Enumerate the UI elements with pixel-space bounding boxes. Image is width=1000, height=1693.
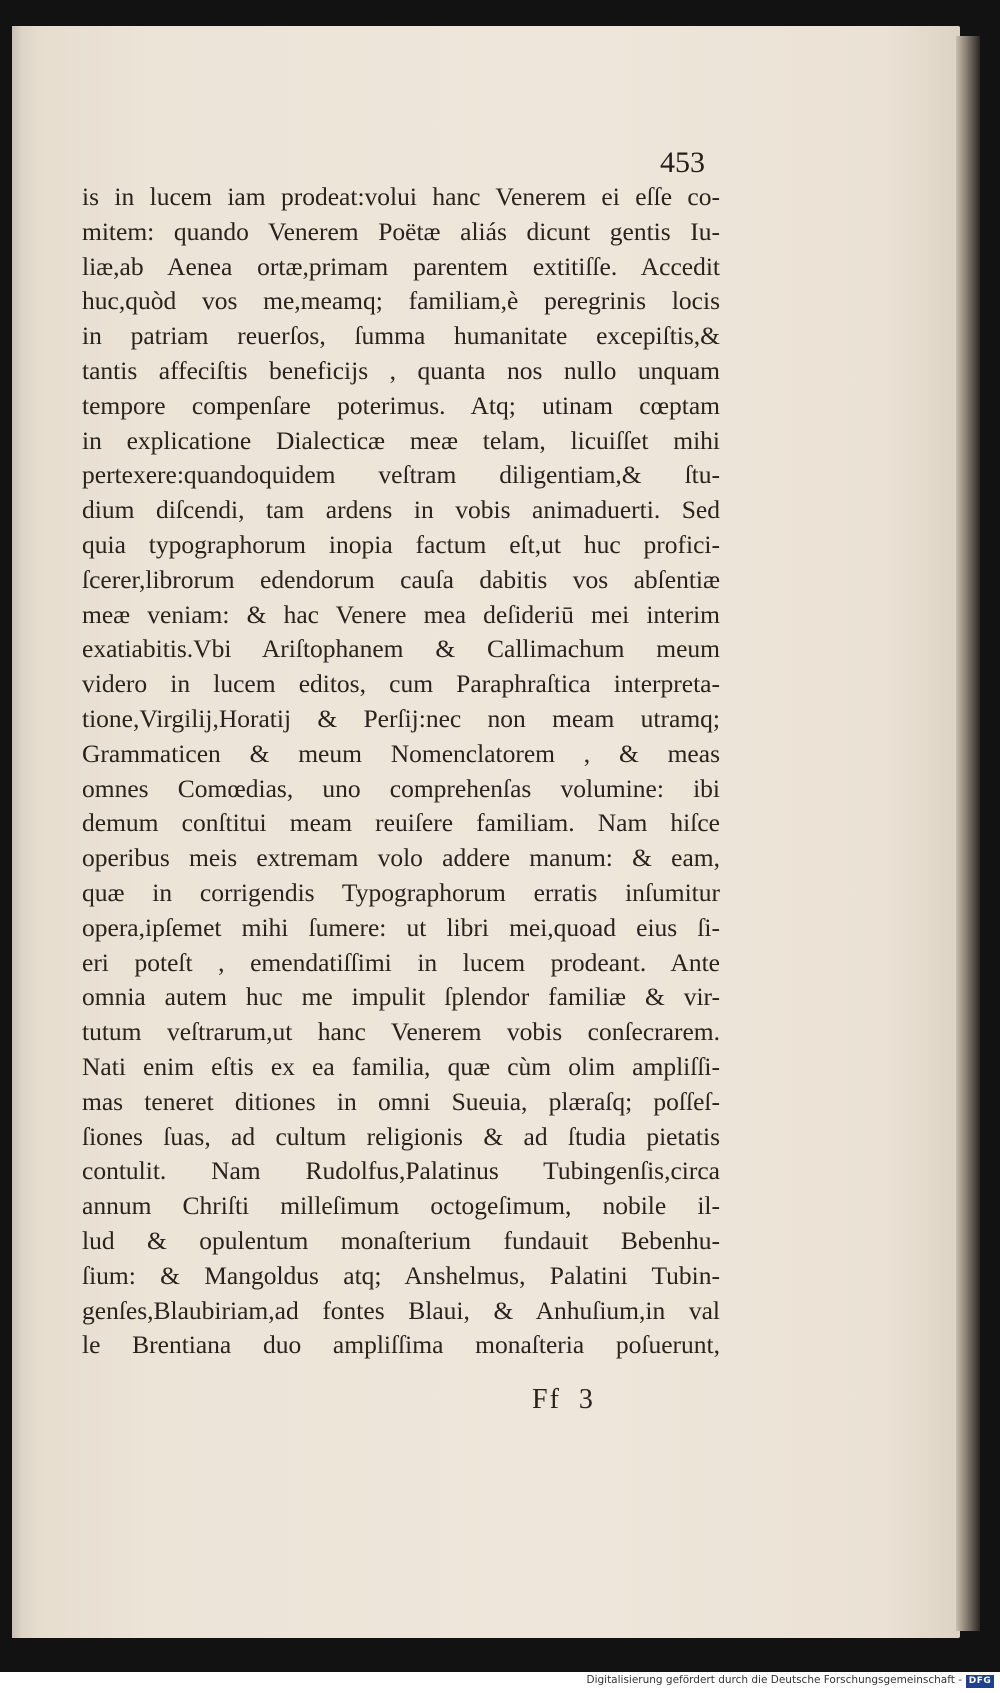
text-line: in explicatione Dialecticæ meæ telam, licuiſſet mihi <box>82 425 720 455</box>
text-line: contulit. Nam Rudolfus,Palatinus Tubingenſis,circa <box>82 1156 720 1186</box>
page-text <box>82 180 720 1363</box>
text-line: ſcerer,librorum edendorum cauſa dabitis vos abſentiæ <box>82 564 720 594</box>
text-line: omnia autem huc me impulit ſplendor familiæ & vir- <box>82 982 720 1012</box>
text-line: quia typographorum inopia factum eſt,ut huc profici- <box>82 529 720 559</box>
text-line: tutum veſtrarum,ut hanc Venerem vobis conſecrarem. <box>82 1017 720 1047</box>
text-line: tantis affeciſtis beneficijs , quanta nos nullo unquam <box>82 355 720 385</box>
text-line: meæ veniam: & hac Venere mea deſideriū mei interim <box>82 599 720 629</box>
text-line: annum Chriſti milleſimum octogeſimum, nobile il- <box>82 1191 720 1221</box>
text-line: Grammaticen & meum Nomenclatorem , & meas <box>82 738 720 768</box>
dfg-logo: DFG <box>966 1675 994 1688</box>
text-line: demum conſtitui meam reuiſere familiam. Nam hiſce <box>82 808 720 838</box>
text-line: Nati enim eſtis ex ea familia, quæ cùm olim ampliſſi- <box>82 1051 720 1081</box>
text-line: tione,Virgilij,Horatij & Perſij:nec non meam utramq; <box>82 703 720 733</box>
funding-credit: Digitalisierung gefördert durch die Deutsche Forschungsgemeinschaft - <box>586 1674 962 1686</box>
text-line: dium diſcendi, tam ardens in vobis animaduerti. Sed <box>82 495 720 525</box>
text-line: ſium: & Mangoldus atq; Anshelmus, Palatini Tubin- <box>82 1260 720 1290</box>
text-line: pertexere:quandoquidem veſtram diligentiam,& ſtu- <box>82 460 720 490</box>
text-line: ſiones ſuas, ad cultum religionis & ad ſtudia pietatis <box>82 1121 720 1151</box>
text-line: tempore compenſare poterimus. Atq; utinam cœptam <box>82 390 720 420</box>
text-line: quæ in corrigendis Typographorum erratis inſumitur <box>82 877 720 907</box>
text-line: is in lucem iam prodeat:volui hanc Venerem ei eſſe co- <box>82 182 720 211</box>
text-line: videro in lucem editos, cum Paraphraſtica interpreta- <box>82 669 720 699</box>
text-line: exatiabitis.Vbi Ariſtophanem & Callimachum meum <box>82 634 720 664</box>
text-line: mas teneret ditiones in omni Sueuia, plæraſq; poſſeſ- <box>82 1086 720 1116</box>
book-page <box>12 26 960 1638</box>
text-line: eri poteſt , emendatiſſimi in lucem prodeant. Ante <box>82 947 720 977</box>
text-line: le Brentiana duo ampliſſima monaſteria poſuerunt, <box>82 1330 720 1360</box>
page-number: 453 <box>660 146 705 179</box>
footer-bar <box>0 1672 1000 1693</box>
text-line: operibus meis extremam volo addere manum: & eam, <box>82 843 720 873</box>
text-line: lud & opulentum monaſterium fundauit Bebenhu- <box>82 1225 720 1255</box>
page-gutter-shadow <box>12 26 22 1638</box>
text-line: in patriam reuerſos, ſumma humanitate excepiſtis,& <box>82 321 720 351</box>
text-line: genſes,Blaubiriam,ad fontes Blaui, & Anhuſium,in val <box>82 1295 720 1325</box>
text-line: liæ,ab Aenea ortæ,primam parentem extitiſſe. Accedit <box>82 251 720 281</box>
text-line: huc,quòd vos me,meamq; familiam,è peregrinis locis <box>82 286 720 316</box>
text-line: omnes Comœdias, uno comprehenſas volumine: ibi <box>82 773 720 803</box>
text-line: mitem: quando Venerem Poëtæ aliás dicunt gentis Iu- <box>82 216 720 246</box>
page-edge-shadow <box>956 36 980 1631</box>
signature-mark: Ff 3 <box>532 1384 595 1415</box>
text-line: opera,ipſemet mihi ſumere: ut libri mei,quoad eius ſi- <box>82 912 720 942</box>
